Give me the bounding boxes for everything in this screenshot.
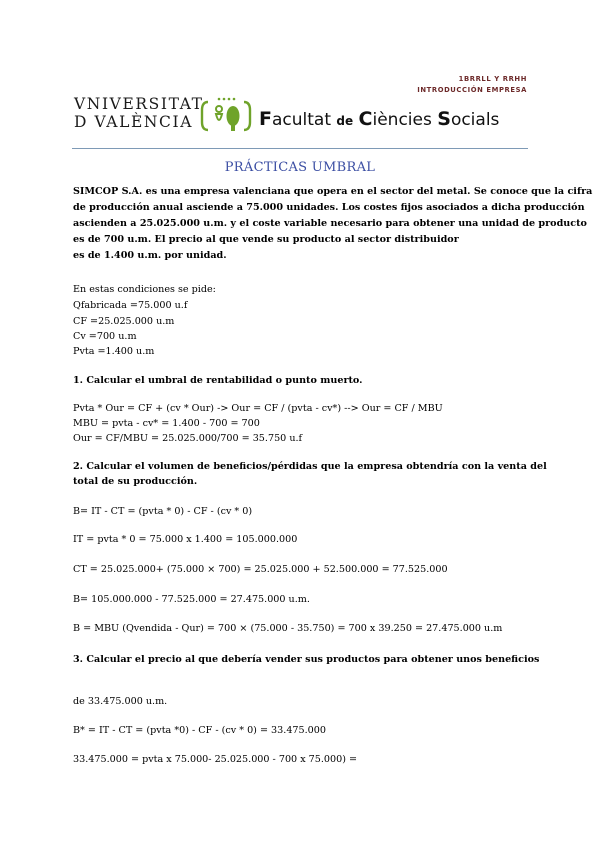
conditions-line: Cv =700 u.m [73, 331, 137, 342]
course-header [417, 74, 527, 96]
question-1-line: MBU = pvta - cv* = 1.400 - 700 = 700 [73, 418, 260, 429]
header-divider [72, 148, 528, 149]
question-3-heading: 3. Calcular el precio al que debería vender sus productos para obtener unos beneficios [73, 654, 540, 665]
question-1-line: Our = CF/MBU = 25.025.000/700 = 35.750 u.f [73, 433, 303, 444]
faculty-name-c: C [358, 108, 373, 130]
course-degree: 1BRRLL Y RRHH [458, 75, 527, 83]
conditions-line: En estas condiciones se pide: [73, 284, 216, 295]
intro-line: SIMCOP S.A. es una empresa valenciana que opera en el sector del metal. Se conoce que la cifra [73, 186, 593, 197]
faculty-name-iencies: iències [372, 110, 432, 130]
question-3-line: B* = IT - CT = (pvta *0) - CF - (cv * 0) = 33.475.000 [73, 725, 326, 736]
question-2-line: CT = 25.025.000+ (75.000 × 700) = 25.025.000 + 52.500.000 = 77.525.000 [73, 564, 448, 575]
faculty-name-ocials: ocials [450, 110, 500, 130]
question-2-heading: 2. Calcular el volumen de beneficios/pérdidas que la empresa obtendría con la venta del [73, 461, 547, 472]
page-title: PRÁCTICAS UMBRAL [224, 160, 376, 175]
faculty-name-f: F [259, 108, 272, 130]
conditions-line: CF =25.025.000 u.m [73, 316, 175, 327]
faculty-name-de: de [336, 114, 354, 128]
question-2-line: B= 105.000.000 - 77.525.000 = 27.475.000 u.m. [73, 594, 310, 605]
intro-line: es de 700 u.m. El precio al que vende su producto al sector distribuidor [73, 234, 459, 245]
question-2-line: B = MBU (Qvendida - Qur) = 700 × (75.000 - 35.750) = 700 x 39.250 = 27.475.000 u.m [73, 623, 503, 634]
conditions-line: Pvta =1.400 u.m [73, 346, 155, 357]
question-3-line: de 33.475.000 u.m. [73, 696, 168, 707]
question-1-heading: 1. Calcular el umbral de rentabilidad o punto muerto. [73, 375, 363, 386]
university-logo-line1: VNIVERSITAT [74, 95, 204, 113]
faculty-name-s: S [437, 108, 451, 130]
faculty-emblem-icon [199, 96, 253, 136]
question-2-line: B= IT - CT = (pvta * 0) - CF - (cv * 0) [73, 506, 253, 517]
intro-line: de producción anual asciende a 75.000 unidades. Los costes fijos asociados a dicha producción [73, 202, 585, 213]
question-3-line: 33.475.000 = pvta x 75.000- 25.025.000 - 700 x 75.000) = [73, 754, 358, 765]
intro-line: es de 1.400 u.m. por unidad. [73, 250, 227, 261]
question-2-heading: total de su producción. [73, 476, 198, 487]
intro-line: ascienden a 25.025.000 u.m. y el coste variable necesario para obtener una unidad de producto [73, 218, 587, 229]
conditions-line: Qfabricada =75.000 u.f [73, 300, 188, 311]
university-logo [74, 95, 204, 131]
faculty-name [259, 108, 499, 130]
university-logo-line2: D VALÈNCIA [74, 113, 194, 131]
question-1-line: Pvta * Our = CF + (cv * Our) -> Our = CF / (pvta - cv*) --> Our = CF / MBU [73, 403, 443, 414]
faculty-name-acultat: acultat [271, 110, 331, 130]
question-2-line: IT = pvta * 0 = 75.000 x 1.400 = 105.000.000 [73, 534, 298, 545]
course-subject: INTRODUCCIÓN EMPRESA [417, 86, 527, 94]
